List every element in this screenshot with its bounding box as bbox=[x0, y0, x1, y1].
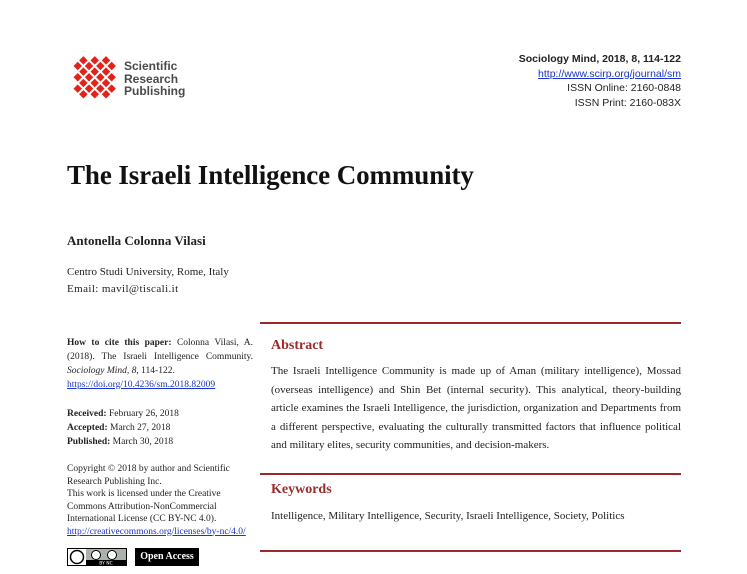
license-url-link[interactable]: http://creativecommons.org/licenses/by-nc/4.0/ bbox=[67, 526, 246, 537]
citation-block bbox=[67, 336, 253, 392]
author-affiliation: Centro Studi University, Rome, Italy bbox=[67, 266, 229, 278]
license-block bbox=[67, 463, 253, 538]
citation-journal: Sociology Mind, 8, bbox=[67, 366, 139, 376]
publisher-line: Publishing bbox=[124, 84, 186, 98]
publisher-logo[interactable] bbox=[66, 50, 192, 110]
cc-badge-label: BY NC bbox=[99, 561, 113, 565]
published-label: Published: bbox=[67, 437, 111, 447]
cc-by-nc-badge[interactable] bbox=[67, 548, 127, 566]
issn-print: ISSN Print: 2160-083X bbox=[574, 96, 681, 109]
issn-online: ISSN Online: 2160-0848 bbox=[567, 82, 681, 94]
publisher-line: Research bbox=[124, 71, 179, 86]
abstract-heading: Abstract bbox=[271, 338, 324, 353]
section-divider bbox=[260, 473, 681, 475]
published-date: March 30, 2018 bbox=[112, 437, 174, 447]
author-email: Email: mavil@tiscali.it bbox=[67, 283, 179, 295]
author-name: Antonella Colonna Vilasi bbox=[67, 233, 206, 248]
citation-text: Colonna Vilasi, A. (2018). The Israeli Intelligence Community. bbox=[67, 338, 253, 362]
open-access-badge[interactable]: Open Access bbox=[135, 548, 199, 566]
scirp-logo-icon bbox=[66, 50, 122, 106]
copyright-text: Copyright © 2018 by author and Scientific Research Publishing Inc. bbox=[67, 464, 230, 487]
keywords-heading: Keywords bbox=[271, 482, 332, 497]
article-title: The Israeli Intelligence Community bbox=[67, 160, 474, 190]
journal-url-link[interactable]: http://www.scirp.org/journal/sm bbox=[538, 67, 681, 80]
citation-label: How to cite this paper: bbox=[67, 338, 172, 348]
abstract-text: The Israeli Intelligence Community is made up of Aman (military intelligence), Mossad (overseas intelligence) and Shin Bet (internal security). This analytical, theory-building article examines the Israeli Intelligence, the jurisdiction, organization and Departments from a different perspective, evaluating the culturally transmitted factors that influence political and military elites, security communities, and decision-makers. bbox=[271, 365, 681, 451]
doi-link[interactable]: https://doi.org/10.4236/sm.2018.82009 bbox=[67, 380, 216, 390]
cc-license-icon bbox=[68, 549, 126, 565]
section-divider bbox=[260, 322, 681, 324]
journal-citation: Sociology Mind, 2018, 8, 114-122 bbox=[518, 53, 681, 65]
journal-info bbox=[519, 52, 681, 110]
received-date: February 26, 2018 bbox=[108, 409, 179, 419]
accepted-label: Accepted: bbox=[67, 423, 108, 433]
dates-block bbox=[67, 407, 253, 449]
received-label: Received: bbox=[67, 409, 107, 419]
publisher-name bbox=[124, 60, 185, 98]
accepted-date: March 27, 2018 bbox=[110, 423, 171, 433]
license-statement: This work is licensed under the Creative Commons Attribution-NonCommercial International License (CC BY-NC 4.0). bbox=[67, 489, 221, 524]
publisher-line: Scientific bbox=[124, 59, 178, 73]
citation-pages: 114-122. bbox=[141, 366, 175, 376]
keywords-text: Intelligence, Military Intelligence, Security, Israeli Intelligence, Society, Politics bbox=[271, 510, 625, 522]
section-divider bbox=[260, 550, 681, 552]
